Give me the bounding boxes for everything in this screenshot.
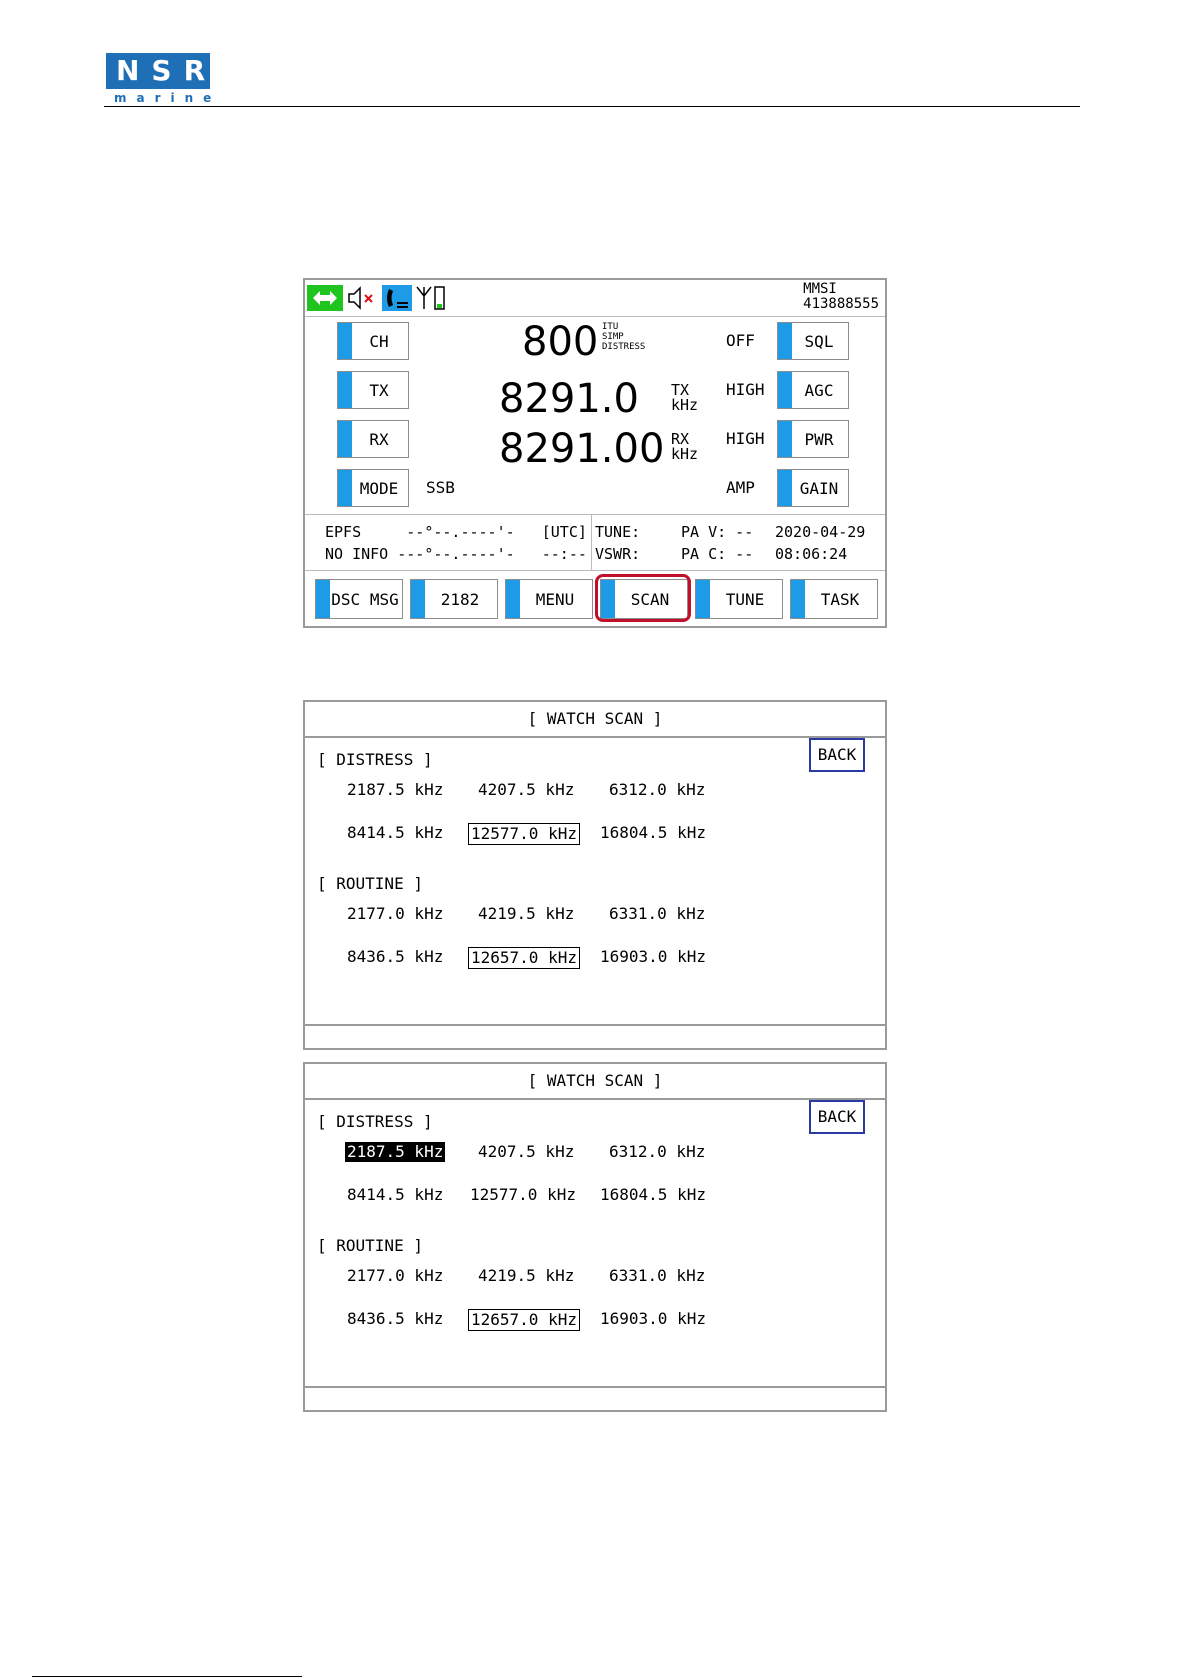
header-rule (104, 106, 1080, 107)
routine-freq-6[interactable]: 16903.0 kHz (600, 947, 706, 966)
pwr-button-label: PWR (804, 429, 834, 449)
distress-section-label: [ DISTRESS ] (317, 750, 433, 769)
watch-scan-title: [ WATCH SCAN ] (305, 1064, 885, 1100)
agc-button[interactable] (777, 371, 849, 409)
routine-freq-5[interactable]: 12657.0 kHz (468, 947, 580, 969)
scan-footer-divider (305, 1386, 885, 1388)
ch-button[interactable] (337, 322, 409, 360)
distress-freq-4[interactable]: 8414.5 kHz (347, 1185, 444, 1204)
routine-freq-3[interactable]: 6331.0 kHz (609, 904, 706, 923)
distress-freq-1[interactable]: 2187.5 kHz (347, 780, 444, 799)
2182-button[interactable] (410, 579, 498, 619)
pa-voltage: PA V: -- (681, 523, 754, 541)
time-display: 08:06:24 (775, 545, 848, 563)
no-info-line: NO INFO ---°--.----'- --:-- (325, 545, 587, 563)
distress-freq-5[interactable]: 12577.0 kHz (468, 823, 580, 845)
info-divider-mid (591, 514, 592, 570)
tune-button[interactable] (695, 579, 783, 619)
channel-number: 800 (522, 319, 599, 365)
footer-rule (32, 1676, 302, 1677)
task-button[interactable] (790, 579, 878, 619)
mmsi-value: 413888555 (803, 296, 879, 312)
rx-frequency: 8291.00 (499, 426, 665, 472)
distress-freq-2[interactable]: 4207.5 kHz (478, 780, 575, 799)
distress-freq-1[interactable]: 2187.5 kHz (347, 1142, 444, 1161)
note-marker (108, 246, 150, 264)
ch-button-label: CH (369, 331, 389, 351)
scan-highlight-frame (595, 574, 691, 622)
mmsi-display (803, 282, 879, 312)
2182-label: 2182 (440, 589, 480, 609)
info-divider-bottom (305, 570, 885, 571)
nsr-marine-logo (106, 53, 222, 105)
pwr-status: HIGH (726, 429, 765, 448)
pwr-button[interactable] (777, 420, 849, 458)
logo-subtitle: marine (114, 91, 222, 105)
distress-freq-3[interactable]: 6312.0 kHz (609, 1142, 706, 1161)
channel-tag-itu: ITU (602, 322, 619, 332)
date-display: 2020-04-29 (775, 523, 866, 541)
distress-freq-3[interactable]: 6312.0 kHz (609, 780, 706, 799)
tx-button[interactable] (337, 371, 409, 409)
routine-section-label: [ ROUTINE ] (317, 1236, 423, 1255)
routine-freq-2[interactable]: 4219.5 kHz (478, 1266, 575, 1285)
dsc-msg-label: DSC MSG (331, 589, 399, 609)
routine-freq-2[interactable]: 4219.5 kHz (478, 904, 575, 923)
rx-unit: kHz (671, 445, 699, 463)
watch-scan-screen-1 (303, 700, 887, 1050)
gain-button-label: GAIN (799, 478, 839, 498)
scan-footer-divider (305, 1024, 885, 1026)
sql-status: OFF (726, 331, 755, 350)
agc-status: HIGH (726, 380, 765, 399)
menu-button[interactable] (505, 579, 593, 619)
routine-freq-1[interactable]: 2177.0 kHz (347, 1266, 444, 1285)
rx-button[interactable] (337, 420, 409, 458)
radio-main-screen (303, 278, 887, 628)
gain-status: AMP (726, 478, 755, 497)
routine-freq-4[interactable]: 8436.5 kHz (347, 1309, 444, 1328)
epfs-line: EPFS --°--.----'- [UTC] (325, 523, 587, 541)
distress-freq-6[interactable]: 16804.5 kHz (600, 823, 706, 842)
note-marker-2 (108, 1471, 150, 1489)
routine-freq-4[interactable]: 8436.5 kHz (347, 947, 444, 966)
tx-frequency: 8291.0 (499, 376, 639, 422)
mode-value: SSB (426, 478, 455, 497)
channel-tag-distress: DISTRESS (602, 342, 646, 352)
routine-section-label: [ ROUTINE ] (317, 874, 423, 893)
tx-button-label: TX (369, 380, 389, 400)
dsc-msg-button[interactable] (315, 579, 403, 619)
task-label: TASK (820, 589, 860, 609)
distress-freq-4[interactable]: 8414.5 kHz (347, 823, 444, 842)
antenna-signal-icon (415, 285, 449, 311)
watch-scan-screen-2 (303, 1062, 887, 1412)
status-bar (305, 280, 885, 317)
routine-freq-1[interactable]: 2177.0 kHz (347, 904, 444, 923)
distress-section-label: [ DISTRESS ] (317, 1112, 433, 1131)
tx-unit: kHz (671, 396, 699, 414)
menu-label: MENU (535, 589, 575, 609)
pa-current: PA C: -- (681, 545, 754, 563)
distress-freq-2[interactable]: 4207.5 kHz (478, 1142, 575, 1161)
mmsi-label: MMSI (803, 281, 837, 297)
distress-freq-6[interactable]: 16804.5 kHz (600, 1185, 706, 1204)
vswr-label: VSWR: (595, 545, 641, 563)
info-divider-top (305, 514, 885, 515)
rx-button-label: RX (369, 429, 389, 449)
rx-label: RX (671, 430, 690, 448)
tune-label-button: TUNE (725, 589, 765, 609)
connection-icon (307, 285, 343, 311)
watch-scan-title: [ WATCH SCAN ] (305, 702, 885, 738)
routine-freq-5[interactable]: 12657.0 kHz (468, 1309, 580, 1331)
routine-freq-6[interactable]: 16903.0 kHz (600, 1309, 706, 1328)
routine-freq-3[interactable]: 6331.0 kHz (609, 1266, 706, 1285)
speaker-muted-icon[interactable] (347, 286, 377, 310)
back-button[interactable]: BACK (809, 1100, 865, 1134)
scan-label: SCAN (630, 589, 670, 609)
logo-wordmark: NSR (106, 53, 210, 89)
gain-button[interactable] (777, 469, 849, 507)
mode-button-label: MODE (359, 478, 399, 498)
sql-button-label: SQL (804, 331, 834, 351)
channel-tag-simp: SIMP (602, 332, 624, 342)
sql-button[interactable] (777, 322, 849, 360)
tune-label: TUNE: (595, 523, 641, 541)
distress-freq-5[interactable]: 12577.0 kHz (470, 1185, 576, 1204)
mode-button[interactable] (337, 469, 409, 507)
handset-icon (382, 285, 412, 311)
agc-button-label: AGC (804, 380, 834, 400)
back-button[interactable]: BACK (809, 738, 865, 772)
tx-label: TX (671, 381, 690, 399)
